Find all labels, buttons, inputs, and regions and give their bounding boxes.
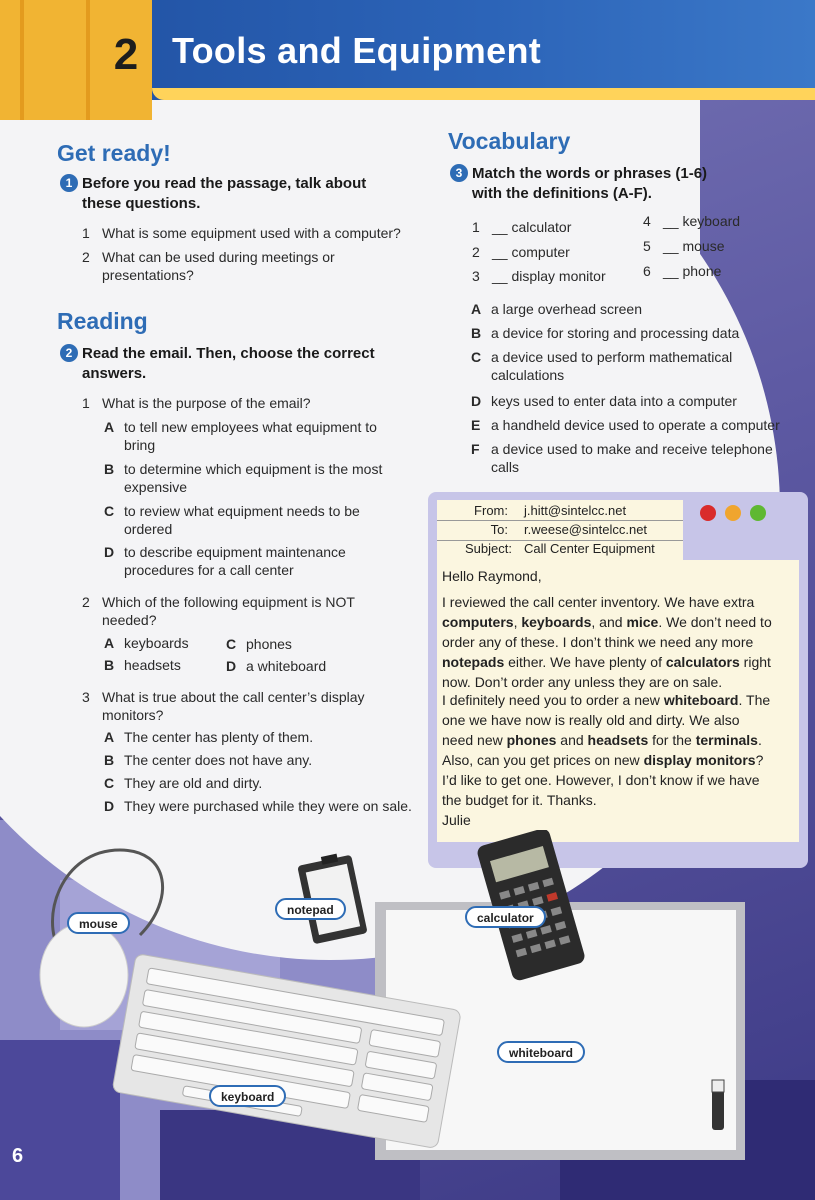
option-letter: C — [104, 503, 115, 519]
answer-option[interactable] — [104, 751, 312, 769]
question-number-badge: 1 — [60, 174, 78, 192]
option-letter: C — [104, 775, 115, 791]
vocabulary-instruction — [450, 164, 707, 204]
vocab-definition — [471, 440, 773, 476]
email-signature: Julie — [442, 812, 471, 828]
option-text: a whiteboard — [246, 658, 327, 674]
from-value: j.hitt@sintelcc.net — [524, 503, 627, 518]
vocab-definition — [471, 348, 732, 384]
option-text: phones — [246, 636, 292, 652]
header-divider — [437, 520, 683, 521]
option-letter: B — [104, 461, 115, 477]
option-text: bring — [124, 437, 156, 453]
option-text: to review what equipment needs to be — [124, 503, 360, 519]
vocab-word — [472, 267, 606, 285]
item-number: 5 — [643, 238, 651, 254]
option-text: to tell new employees what equipment to — [124, 419, 377, 435]
reading-question-1 — [82, 394, 311, 412]
definition-text: a device used to perform mathematical — [491, 349, 733, 365]
keyword: calculators — [665, 654, 740, 670]
answer-option[interactable] — [226, 635, 292, 653]
option-letter: D — [226, 658, 237, 674]
option-text: The center has plenty of them. — [124, 729, 314, 745]
option-text: keyboards — [124, 635, 189, 651]
answer-option[interactable] — [104, 460, 382, 496]
item-number: 2 — [82, 249, 90, 265]
option-letter: D — [104, 798, 115, 814]
tab-stripe — [20, 0, 24, 120]
reading-question-2 — [82, 593, 355, 629]
answer-option[interactable] — [104, 797, 412, 815]
answer-option[interactable] — [104, 656, 181, 674]
option-text: They are old and dirty. — [124, 775, 263, 791]
reading-instruction — [60, 344, 375, 384]
vocab-word — [643, 212, 740, 230]
answer-option[interactable] — [104, 634, 189, 652]
vocab-word — [643, 237, 724, 255]
item-number: 4 — [643, 213, 651, 229]
subject-label: Subject: — [465, 541, 512, 556]
definition-text: calculations — [491, 367, 565, 383]
question-text: What is the purpose of the email? — [102, 395, 311, 411]
definition-text: a handheld device used to operate a computer — [491, 417, 780, 433]
keyboard-label: keyboard — [209, 1085, 286, 1107]
instruction-line: these questions. — [82, 195, 201, 212]
word-text: __ phone — [663, 263, 722, 279]
question-text: What can be used during meetings or — [102, 249, 335, 265]
definition-text: a large overhead screen — [491, 301, 642, 317]
option-text: procedures for a call center — [124, 562, 294, 578]
question-text: What is some equipment used with a computer? — [102, 225, 401, 241]
discussion-question — [82, 224, 401, 242]
vocab-definition — [471, 300, 642, 318]
email-paragraph-2: I definitely need you to order a new whiteboard. The one we have now is really old and dirty. We also need new phones and headsets for the terminals. — [442, 692, 771, 748]
item-number: 6 — [643, 263, 651, 279]
option-letter: B — [471, 325, 482, 341]
maximize-dot-icon[interactable] — [750, 505, 766, 521]
option-text: headsets — [124, 657, 181, 673]
option-letter: B — [104, 657, 115, 673]
word-text: __ calculator — [492, 219, 572, 235]
subject-value: Call Center Equipment — [524, 541, 655, 556]
word-text: __ computer — [492, 244, 570, 260]
word-text: __ mouse — [663, 238, 725, 254]
option-text: ordered — [124, 521, 173, 537]
chapter-number: 2 — [113, 30, 139, 79]
item-number: 1 — [82, 225, 90, 241]
get-ready-heading: Get ready! — [57, 140, 171, 166]
vocab-definition — [471, 324, 739, 342]
keyword: phones — [506, 732, 557, 748]
definition-text: calls — [491, 459, 520, 475]
vocab-definition — [471, 392, 737, 410]
to-value: r.weese@sintelcc.net — [524, 522, 648, 537]
definition-text: a device for storing and processing data — [491, 325, 740, 341]
option-letter: A — [104, 729, 115, 745]
word-text: __ keyboard — [663, 213, 741, 229]
item-number: 1 — [472, 219, 480, 235]
keyword: display monitors — [643, 752, 756, 768]
option-letter: F — [471, 441, 480, 457]
instruction-line: with the definitions (A-F). — [472, 185, 652, 202]
notepad-label: notepad — [275, 898, 346, 920]
from-label: From: — [474, 503, 508, 518]
email-paragraph-3: Also, can you get prices on new display monitors? I’d like to get one. However, I don’t know if we have the budget for it. Thanks. — [442, 752, 764, 808]
answer-option[interactable] — [226, 657, 326, 675]
keyword: computers — [442, 614, 514, 630]
instruction-line: Before you read the passage, talk about — [82, 175, 367, 192]
question-number-badge: 2 — [60, 344, 78, 362]
question-text: Which of the following equipment is NOT — [102, 594, 355, 610]
discussion-question — [82, 248, 335, 284]
minimize-dot-icon[interactable] — [725, 505, 741, 521]
question-text: What is true about the call center’s display — [102, 689, 365, 705]
vocab-word — [472, 218, 571, 236]
option-letter: A — [104, 419, 115, 435]
question-text: presentations? — [102, 267, 194, 283]
answer-option[interactable] — [104, 418, 377, 454]
close-dot-icon[interactable] — [700, 505, 716, 521]
reading-heading: Reading — [57, 308, 148, 334]
option-letter: C — [226, 636, 237, 652]
option-letter: C — [471, 349, 482, 365]
whiteboard-label: whiteboard — [497, 1041, 585, 1063]
vocab-word — [472, 243, 570, 261]
answer-option[interactable] — [104, 728, 313, 746]
option-letter: B — [104, 752, 115, 768]
chapter-title: Tools and Equipment — [172, 30, 542, 71]
vocab-word — [643, 262, 721, 280]
item-number: 2 — [472, 244, 480, 260]
word-text: __ display monitor — [492, 268, 606, 284]
option-letter: A — [471, 301, 482, 317]
instruction-line: Match the words or phrases (1-6) — [472, 165, 708, 182]
answer-option[interactable] — [104, 774, 262, 792]
keyword: mice — [626, 614, 659, 630]
option-letter: E — [471, 417, 481, 433]
keyword: notepads — [442, 654, 505, 670]
item-number: 3 — [472, 268, 480, 284]
answer-option[interactable] — [104, 502, 360, 538]
instruction-line: answers. — [82, 365, 147, 382]
keyword: whiteboard — [663, 692, 739, 708]
email-paragraph-1: I reviewed the call center inventory. We have extra computers, keyboards, and mice. We don’t need to order any of these. I don’t think we need any more notepads either. We have plenty of calculators right now. Don’t order any unless they are on sale. — [442, 594, 772, 690]
item-number: 3 — [82, 689, 90, 705]
answer-option[interactable] — [104, 543, 346, 579]
item-number: 1 — [82, 395, 90, 411]
option-text: expensive — [124, 479, 188, 495]
option-text: to determine which equipment is the most — [124, 461, 383, 477]
option-letter: A — [104, 635, 115, 651]
keyword: headsets — [587, 732, 649, 748]
definition-text: a device used to make and receive telephone — [491, 441, 773, 457]
question-text: monitors? — [102, 707, 164, 723]
reading-question-3 — [82, 688, 365, 724]
item-number: 2 — [82, 594, 90, 610]
option-text: They were purchased while they were on sale. — [124, 798, 412, 814]
option-text: The center does not have any. — [124, 752, 313, 768]
to-label: To: — [490, 522, 508, 537]
instruction-line: Read the email. Then, choose the correct — [82, 345, 375, 362]
get-ready-instruction — [60, 174, 366, 214]
header-accent — [152, 88, 815, 100]
email-greeting: Hello Raymond, — [442, 568, 542, 584]
option-letter: D — [104, 544, 115, 560]
page-number: 6 — [12, 1145, 24, 1167]
option-letter: D — [471, 393, 482, 409]
calculator-label: calculator — [465, 906, 546, 928]
tab-stripe — [86, 0, 90, 120]
option-text: to describe equipment maintenance — [124, 544, 346, 560]
question-text: needed? — [102, 612, 157, 628]
definition-text: keys used to enter data into a computer — [491, 393, 737, 409]
question-number-badge: 3 — [450, 164, 468, 182]
mouse-label: mouse — [67, 912, 130, 934]
keyword: terminals — [695, 732, 758, 748]
vocabulary-heading: Vocabulary — [448, 128, 571, 154]
vocab-definition — [471, 416, 780, 434]
keyword: keyboards — [521, 614, 592, 630]
equipment-illustration — [0, 830, 815, 1200]
